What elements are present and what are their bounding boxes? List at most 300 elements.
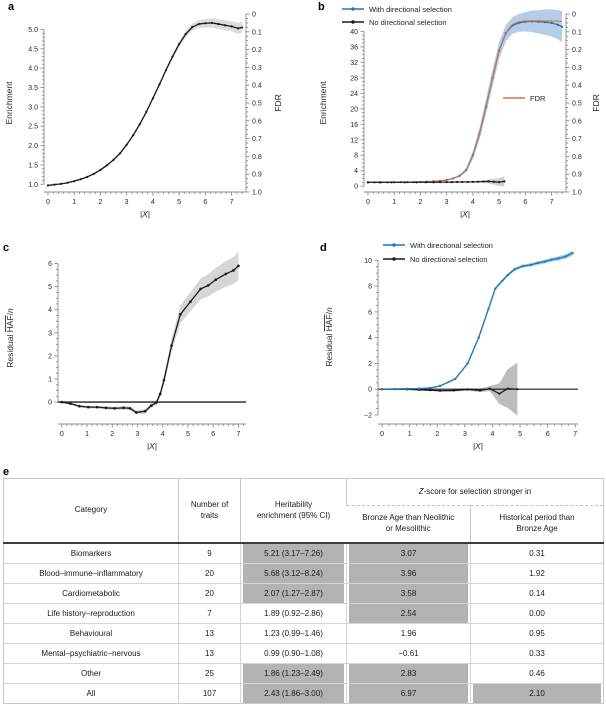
- data-point: [379, 181, 381, 183]
- svg-text:0: 0: [59, 431, 64, 438]
- data-point: [467, 388, 469, 390]
- data-point: [132, 134, 134, 136]
- svg-text:8: 8: [368, 283, 372, 291]
- data-point: [171, 55, 173, 57]
- results-table: [3, 478, 604, 704]
- svg-text:4: 4: [470, 199, 475, 206]
- svg-text:1.0: 1.0: [572, 189, 582, 197]
- table-row: [4, 564, 604, 584]
- legend-label: FDR: [530, 93, 546, 103]
- data-point: [516, 388, 518, 390]
- data-point: [73, 180, 75, 182]
- data-point: [67, 182, 69, 184]
- svg-text:2.5: 2.5: [28, 123, 38, 131]
- svg-text:8: 8: [354, 152, 358, 160]
- svg-text:0.7: 0.7: [252, 136, 262, 144]
- svg-text:0: 0: [365, 199, 370, 206]
- cell-category: Cardiometabolic: [4, 584, 179, 604]
- cell-heritability: 1.86 (1.23–2.49): [241, 664, 347, 684]
- cell-n-traits: 13: [179, 624, 241, 644]
- data-point: [503, 180, 505, 182]
- svg-text:28: 28: [350, 75, 358, 83]
- cell-heritability: 0.99 (0.90–1.08): [241, 644, 347, 664]
- svg-text:3: 3: [48, 330, 52, 338]
- data-point: [564, 255, 566, 257]
- cell-heritability: 1.89 (0.92–2.86): [241, 604, 347, 624]
- svg-text:4: 4: [490, 431, 495, 438]
- svg-text:0: 0: [45, 199, 50, 206]
- svg-text:2: 2: [48, 353, 52, 361]
- svg-text:24: 24: [350, 90, 358, 98]
- cell-z-bronze: −0.61: [347, 644, 471, 664]
- svg-text:Enrichment: Enrichment: [318, 81, 328, 125]
- cell-category: Behavioural: [4, 624, 179, 644]
- svg-text:36: 36: [350, 44, 358, 52]
- table-row: [4, 644, 604, 664]
- legend-label: With directional selection: [369, 4, 452, 14]
- svg-text:3.5: 3.5: [28, 85, 38, 93]
- svg-text:0: 0: [368, 386, 372, 394]
- data-point: [429, 389, 431, 391]
- cell-z-historical: 0.00: [471, 604, 604, 624]
- data-point: [456, 181, 458, 183]
- cell-n-traits: 107: [179, 684, 241, 704]
- svg-text:1: 1: [72, 199, 77, 206]
- svg-text:2.0: 2.0: [28, 143, 38, 151]
- svg-text:0: 0: [380, 431, 385, 438]
- svg-text:|X|: |X|: [139, 209, 151, 219]
- svg-text:1: 1: [48, 376, 52, 384]
- data-point: [551, 258, 553, 260]
- svg-text:|X|: |X|: [472, 441, 484, 451]
- data-point: [550, 22, 552, 24]
- data-point: [135, 411, 138, 414]
- svg-text:−2: −2: [364, 412, 372, 420]
- confidence-band: [382, 251, 572, 390]
- svg-text:0.8: 0.8: [572, 153, 582, 161]
- svg-text:0.2: 0.2: [572, 47, 582, 55]
- col-header-zscore-group: Z-score for selection stronger in: [347, 479, 604, 506]
- data-point: [467, 181, 469, 183]
- cell-heritability: 5.21 (3.17–7.26): [241, 543, 347, 564]
- y-axis: [318, 29, 364, 191]
- data-point: [87, 406, 90, 409]
- svg-text:6: 6: [203, 199, 208, 206]
- svg-text:0.4: 0.4: [572, 82, 582, 90]
- data-point: [237, 27, 239, 29]
- data-point: [60, 183, 62, 185]
- data-point: [544, 260, 546, 262]
- data-point: [191, 26, 193, 28]
- col-header-category: Category: [4, 479, 179, 544]
- data-point: [439, 181, 441, 183]
- data-point: [381, 388, 383, 390]
- cell-z-bronze: 2.83: [347, 664, 471, 684]
- svg-text:0.1: 0.1: [572, 29, 582, 37]
- svg-text:1.0: 1.0: [252, 189, 262, 197]
- svg-text:1: 1: [85, 431, 89, 438]
- chart-enrichment-fdr: [0, 0, 306, 234]
- svg-text:0.6: 0.6: [252, 118, 262, 126]
- data-point: [163, 379, 166, 382]
- y2-axis: [566, 12, 601, 197]
- svg-text:7: 7: [549, 199, 554, 206]
- data-point: [466, 362, 468, 364]
- svg-text:5: 5: [497, 199, 502, 206]
- data-point: [86, 176, 88, 178]
- data-point: [155, 401, 158, 404]
- cell-n-traits: 20: [179, 564, 241, 584]
- panel-label-b: b: [318, 1, 325, 13]
- panel-label-a: a: [8, 1, 15, 13]
- cell-z-historical: 0.95: [471, 624, 604, 644]
- cell-n-traits: 13: [179, 644, 241, 664]
- data-point: [237, 265, 240, 268]
- data-point: [479, 389, 481, 391]
- chart-residual-haf: [0, 234, 306, 480]
- svg-text:5: 5: [48, 284, 52, 292]
- data-point: [488, 180, 490, 182]
- col-header-zscore-historical: Historical period than Bronze Age: [471, 506, 604, 544]
- x-axis: [364, 192, 566, 219]
- data-point: [126, 144, 128, 146]
- data-point: [204, 22, 206, 24]
- svg-text:0.9: 0.9: [252, 171, 262, 179]
- data-point: [393, 388, 395, 390]
- svg-text:20: 20: [350, 106, 358, 114]
- legend-marker: [351, 20, 354, 23]
- data-point: [129, 407, 132, 410]
- svg-text:2: 2: [418, 199, 423, 206]
- y2-axis: [246, 12, 283, 197]
- data-point: [241, 26, 243, 28]
- svg-text:7: 7: [229, 199, 234, 206]
- svg-text:0.9: 0.9: [572, 171, 582, 179]
- data-point: [99, 169, 101, 171]
- svg-text:0: 0: [572, 11, 576, 19]
- svg-text:2: 2: [435, 431, 440, 438]
- legend-label: No directional selection: [369, 17, 447, 27]
- svg-text:|X|: |X|: [146, 441, 158, 451]
- cell-z-historical: 0.33: [471, 644, 604, 664]
- svg-text:FDR: FDR: [591, 94, 601, 112]
- table-panel: [3, 478, 603, 704]
- y-axis: [324, 258, 378, 420]
- svg-text:4: 4: [48, 307, 52, 315]
- data-point: [561, 26, 563, 28]
- cell-category: Blood–immune–inflammatory: [4, 564, 179, 584]
- chart-enrichment-simulated: [306, 0, 606, 234]
- data-point: [406, 388, 408, 390]
- svg-text:3: 3: [462, 431, 467, 438]
- cell-heritability: 2.07 (1.27–2.87): [241, 584, 347, 604]
- cell-z-historical: 2.10: [471, 684, 604, 704]
- data-point: [425, 181, 427, 183]
- data-point: [557, 24, 559, 26]
- data-point: [439, 385, 441, 387]
- data-point: [139, 123, 141, 125]
- data-point: [477, 336, 479, 338]
- table-body: [4, 543, 604, 704]
- data-point: [494, 287, 496, 289]
- data-point: [232, 269, 235, 272]
- table-row: [4, 684, 604, 704]
- data-point: [432, 181, 434, 183]
- x-axis: [378, 424, 578, 451]
- svg-text:2: 2: [368, 360, 372, 368]
- data-point: [113, 407, 116, 410]
- svg-text:2: 2: [98, 199, 103, 206]
- svg-text:2: 2: [110, 431, 115, 438]
- cell-category: Mental–psychiatric–nervous: [4, 644, 179, 664]
- svg-text:0.3: 0.3: [252, 64, 262, 72]
- data-point: [451, 181, 453, 183]
- data-point: [225, 273, 228, 276]
- cell-category: Other: [4, 664, 179, 684]
- cell-z-bronze: 3.58: [347, 584, 471, 604]
- data-point: [211, 22, 213, 24]
- cell-z-bronze: 6.97: [347, 684, 471, 704]
- data-point: [429, 387, 431, 389]
- svg-text:3.0: 3.0: [28, 104, 38, 112]
- cell-n-traits: 9: [179, 543, 241, 564]
- data-point: [150, 404, 153, 407]
- svg-text:6: 6: [211, 431, 216, 438]
- legend: [342, 5, 452, 27]
- series-line: [48, 23, 242, 186]
- data-point: [439, 390, 441, 392]
- data-point: [145, 111, 147, 113]
- svg-text:3: 3: [135, 431, 140, 438]
- data-point: [571, 252, 573, 254]
- data-point: [144, 410, 147, 413]
- cell-z-bronze: 3.96: [347, 564, 471, 584]
- svg-text:0.5: 0.5: [572, 100, 582, 108]
- data-point: [93, 173, 95, 175]
- data-point: [446, 181, 448, 183]
- legend-label: With directional selection: [410, 240, 493, 250]
- svg-text:10: 10: [364, 257, 372, 265]
- svg-text:|X|: |X|: [459, 209, 471, 219]
- svg-text:4: 4: [354, 168, 358, 176]
- svg-text:1: 1: [392, 199, 397, 206]
- data-point: [507, 387, 509, 389]
- svg-text:4: 4: [160, 431, 165, 438]
- cell-n-traits: 7: [179, 604, 241, 624]
- cell-n-traits: 25: [179, 664, 241, 684]
- svg-text:4: 4: [368, 335, 372, 343]
- cell-category: Life history–reproduction: [4, 604, 179, 624]
- cell-z-bronze: 3.07: [347, 543, 471, 564]
- data-point: [217, 23, 219, 25]
- svg-text:5.0: 5.0: [28, 26, 38, 34]
- svg-text:Enrichment: Enrichment: [4, 81, 14, 125]
- svg-text:5: 5: [186, 431, 190, 438]
- data-point: [418, 387, 420, 389]
- table-row: [4, 664, 604, 684]
- cell-z-historical: 0.14: [471, 584, 604, 604]
- data-point: [224, 24, 226, 26]
- data-point: [506, 274, 508, 276]
- data-point: [106, 164, 108, 166]
- cell-z-historical: 0.31: [471, 543, 604, 564]
- svg-text:6: 6: [48, 261, 52, 269]
- svg-text:1.5: 1.5: [28, 162, 38, 170]
- data-point: [189, 300, 192, 303]
- col-header-n-traits: Number of traits: [179, 479, 241, 544]
- table-row: [4, 604, 604, 624]
- svg-text:1: 1: [407, 431, 412, 438]
- panel-label-d: d: [320, 242, 327, 254]
- series-line: [382, 253, 572, 389]
- confidence-band: [62, 252, 239, 415]
- svg-text:7: 7: [573, 431, 578, 438]
- data-point: [454, 378, 456, 380]
- cell-z-historical: 1.92: [471, 564, 604, 584]
- svg-text:0.4: 0.4: [252, 82, 262, 90]
- data-point: [96, 406, 99, 409]
- svg-text:4: 4: [150, 199, 155, 206]
- cell-heritability: 1.23 (0.99–1.46): [241, 624, 347, 644]
- data-point: [453, 389, 455, 391]
- svg-text:FDR: FDR: [273, 94, 283, 112]
- svg-text:0.7: 0.7: [572, 136, 582, 144]
- svg-text:5: 5: [518, 431, 523, 438]
- svg-text:4.0: 4.0: [28, 65, 38, 73]
- svg-text:4.5: 4.5: [28, 46, 38, 54]
- cell-z-bronze: 1.96: [347, 624, 471, 644]
- svg-text:6: 6: [545, 431, 550, 438]
- data-point: [472, 181, 474, 183]
- data-point: [367, 181, 369, 183]
- col-header-heritability: Heritability enrichment (95% CI): [241, 479, 347, 544]
- data-point: [179, 313, 182, 316]
- svg-text:Residual HAF/n: Residual HAF/n: [324, 307, 334, 367]
- legend: [503, 94, 546, 103]
- svg-text:3: 3: [124, 199, 129, 206]
- svg-text:0.8: 0.8: [252, 153, 262, 161]
- data-point: [390, 181, 392, 183]
- svg-text:0.3: 0.3: [572, 64, 582, 72]
- data-point: [170, 344, 173, 347]
- col-header-zscore-bronze: Bronze Age than Neolithic or Mesolithic: [347, 506, 471, 544]
- legend-marker: [351, 7, 354, 10]
- data-point: [482, 180, 484, 182]
- y-axis: [4, 27, 44, 189]
- x-axis: [58, 424, 246, 451]
- confidence-band: [48, 18, 242, 186]
- data-point: [159, 393, 162, 396]
- data-point: [557, 257, 559, 259]
- cell-category: Biomarkers: [70, 549, 112, 558]
- svg-text:Residual HAF/n: Residual HAF/n: [5, 308, 15, 368]
- data-point: [53, 184, 55, 186]
- data-point: [78, 405, 81, 408]
- data-point: [69, 402, 72, 405]
- cell-z-bronze: 2.54: [347, 604, 471, 624]
- panel-label-c: c: [3, 242, 10, 254]
- data-point: [122, 407, 125, 410]
- legend-label: No directional selection: [410, 254, 488, 264]
- svg-text:0.2: 0.2: [252, 47, 262, 55]
- svg-text:0.5: 0.5: [252, 100, 262, 108]
- panel-label-e: e: [3, 466, 10, 478]
- data-point: [119, 152, 121, 154]
- svg-text:0.6: 0.6: [572, 118, 582, 126]
- data-point: [207, 284, 210, 287]
- data-point: [152, 97, 154, 99]
- data-point: [105, 407, 108, 410]
- cell-z-historical: 0.46: [471, 664, 604, 684]
- svg-text:0: 0: [48, 399, 52, 407]
- data-point: [165, 69, 167, 71]
- data-point: [530, 264, 532, 266]
- data-point: [230, 25, 232, 27]
- data-point: [513, 268, 515, 270]
- data-point: [477, 181, 479, 183]
- y-axis: [5, 261, 58, 407]
- table-row: [4, 584, 604, 604]
- data-point: [493, 181, 495, 183]
- data-point: [158, 83, 160, 85]
- svg-text:0.1: 0.1: [252, 29, 262, 37]
- data-point: [214, 278, 217, 281]
- data-point: [461, 181, 463, 183]
- svg-text:6: 6: [523, 199, 528, 206]
- svg-text:16: 16: [350, 121, 358, 129]
- data-point: [112, 159, 114, 161]
- cell-heritability: 2.43 (1.86–3.00): [241, 684, 347, 704]
- legend-marker: [392, 243, 395, 246]
- legend: [383, 241, 493, 264]
- data-point: [522, 265, 524, 267]
- data-point: [60, 401, 63, 404]
- legend-marker: [392, 257, 395, 260]
- svg-text:3: 3: [444, 199, 449, 206]
- svg-text:5: 5: [177, 199, 182, 206]
- data-point: [47, 184, 49, 186]
- svg-text:40: 40: [350, 28, 358, 36]
- chart-residual-haf-simulated: [306, 234, 606, 480]
- data-point: [185, 33, 187, 35]
- cell-n-traits: 20: [179, 584, 241, 604]
- cell-heritability: 5.68 (3.12–8.24): [241, 564, 347, 584]
- data-point: [199, 288, 202, 291]
- data-point: [80, 178, 82, 180]
- svg-text:32: 32: [350, 59, 358, 67]
- data-point: [178, 43, 180, 45]
- x-axis: [44, 192, 246, 219]
- data-point: [404, 181, 406, 183]
- data-point: [498, 181, 500, 183]
- svg-text:0: 0: [354, 183, 358, 191]
- data-point: [501, 280, 503, 282]
- table-row: [4, 543, 604, 564]
- svg-text:1.0: 1.0: [28, 181, 38, 189]
- data-point: [487, 308, 489, 310]
- svg-text:0: 0: [252, 11, 256, 19]
- svg-text:12: 12: [350, 137, 358, 145]
- table-row: [4, 624, 604, 644]
- data-point: [198, 23, 200, 25]
- cell-category: All: [4, 684, 179, 704]
- data-point: [498, 393, 500, 395]
- svg-text:7: 7: [236, 431, 241, 438]
- data-point: [489, 387, 491, 389]
- svg-text:6: 6: [368, 309, 372, 317]
- data-point: [537, 262, 539, 264]
- data-point: [415, 181, 417, 183]
